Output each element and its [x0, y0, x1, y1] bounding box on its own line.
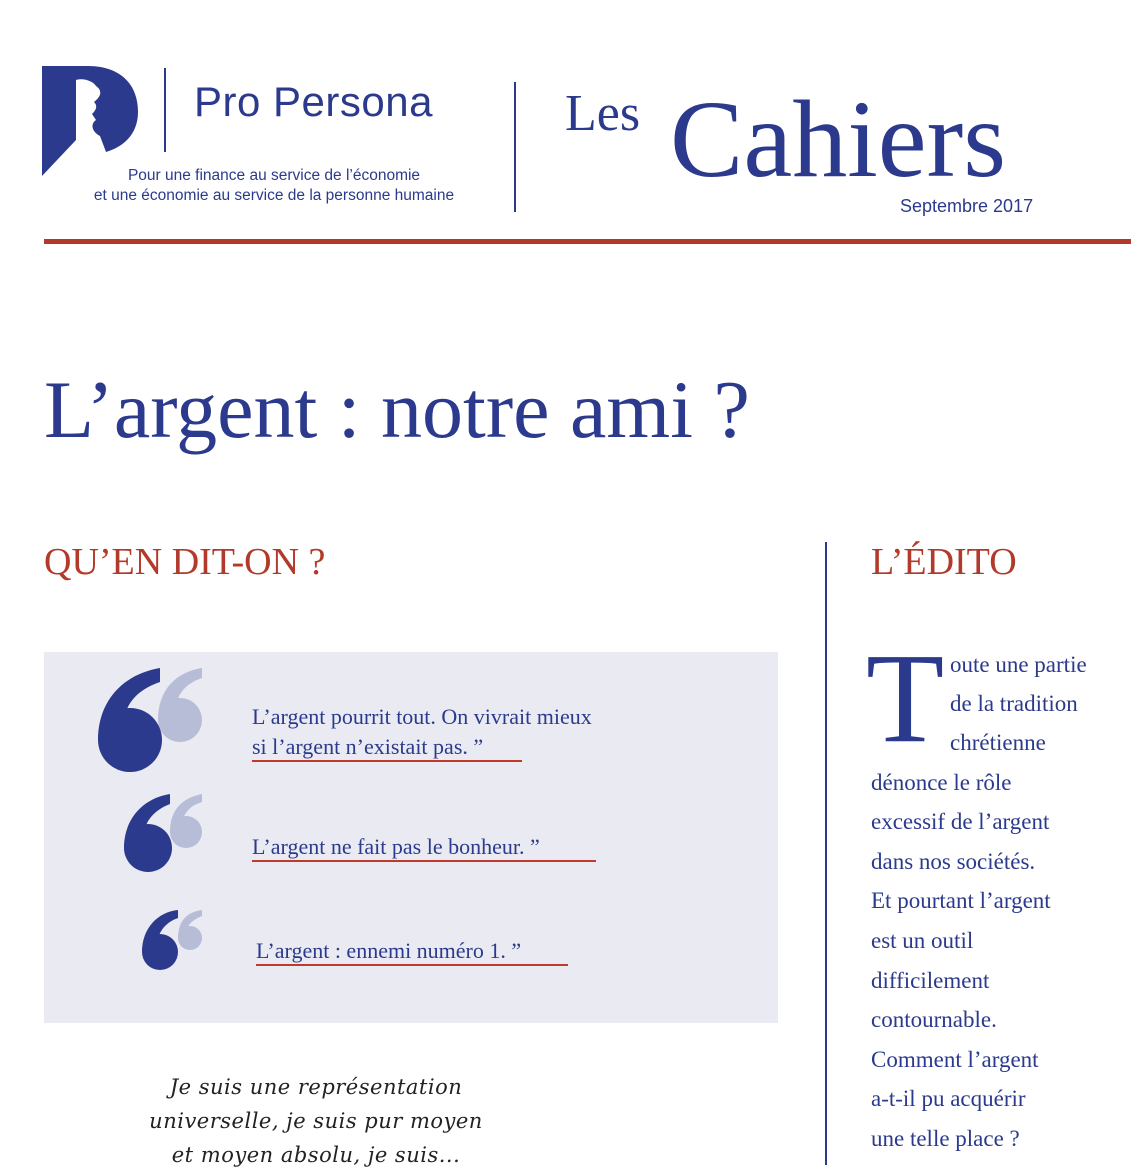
publication-prefix: Les [565, 85, 641, 142]
edito-line: a-t-il pu acquérir [871, 1086, 1026, 1111]
brand-tagline [44, 166, 504, 206]
header-rule [44, 239, 1131, 244]
quote-1-underline [252, 760, 522, 762]
handwriting-line-1: Je suis une représentation [169, 1075, 463, 1099]
quote-mark-icon [90, 666, 210, 778]
edito-line: une telle place ? [871, 1126, 1020, 1151]
quote-3-line-1: L’argent : ennemi numéro 1. ” [256, 938, 522, 963]
edito-line: contournable. [871, 1007, 997, 1032]
quote-1-line-2: si l’argent n’existait pas. ” [252, 734, 484, 759]
handwriting-line-2: universelle, je suis pur moyen [149, 1109, 483, 1133]
tagline-line-1: Pour une finance au service de l’économie [127, 167, 421, 184]
edito-line: oute une partie [950, 652, 1087, 677]
tagline-line-2: et une économie au service de la personne humaine [93, 187, 455, 204]
page-title: L’argent : notre ami ? [44, 364, 750, 455]
handwriting-line-3: et moyen absolu, je suis... [171, 1143, 461, 1167]
edito-line: est un outil [871, 928, 974, 953]
pro-persona-logo-icon [42, 66, 138, 176]
publication-name: Cahiers [670, 78, 1007, 200]
edito-line: dans nos sociétés. [871, 849, 1036, 874]
drop-cap: T [866, 627, 945, 769]
quote-1-line-1: L’argent pourrit tout. On vivrait mieux [252, 704, 592, 729]
issue-date: Septembre 2017 [900, 196, 1034, 216]
edito-line: Et pourtant l’argent [871, 888, 1051, 913]
brand-name: Pro Persona [194, 78, 433, 125]
quotes-box [44, 652, 778, 1023]
quote-3-underline [256, 964, 568, 966]
brand-divider [164, 68, 166, 152]
quote-2-underline [252, 860, 596, 862]
column-divider [825, 542, 827, 1165]
edito-line: difficilement [871, 968, 990, 993]
edito-line: dénonce le rôle [871, 770, 1012, 795]
section-heading-edito: L’ÉDITO [871, 541, 1017, 583]
edito-line: chrétienne [950, 730, 1046, 755]
quote-2-line-1: L’argent ne fait pas le bonheur. ” [252, 834, 540, 859]
edito-line: de la tradition [950, 691, 1078, 716]
handwritten-quote [126, 1070, 506, 1172]
edito-line: Comment l’argent [871, 1047, 1039, 1072]
section-heading-quotes: QU’EN DIT-ON ? [44, 541, 326, 583]
header-divider [514, 82, 516, 212]
edito-line: excessif de l’argent [871, 809, 1050, 834]
quote-mark-icon [140, 908, 204, 972]
quote-mark-icon [120, 792, 206, 876]
